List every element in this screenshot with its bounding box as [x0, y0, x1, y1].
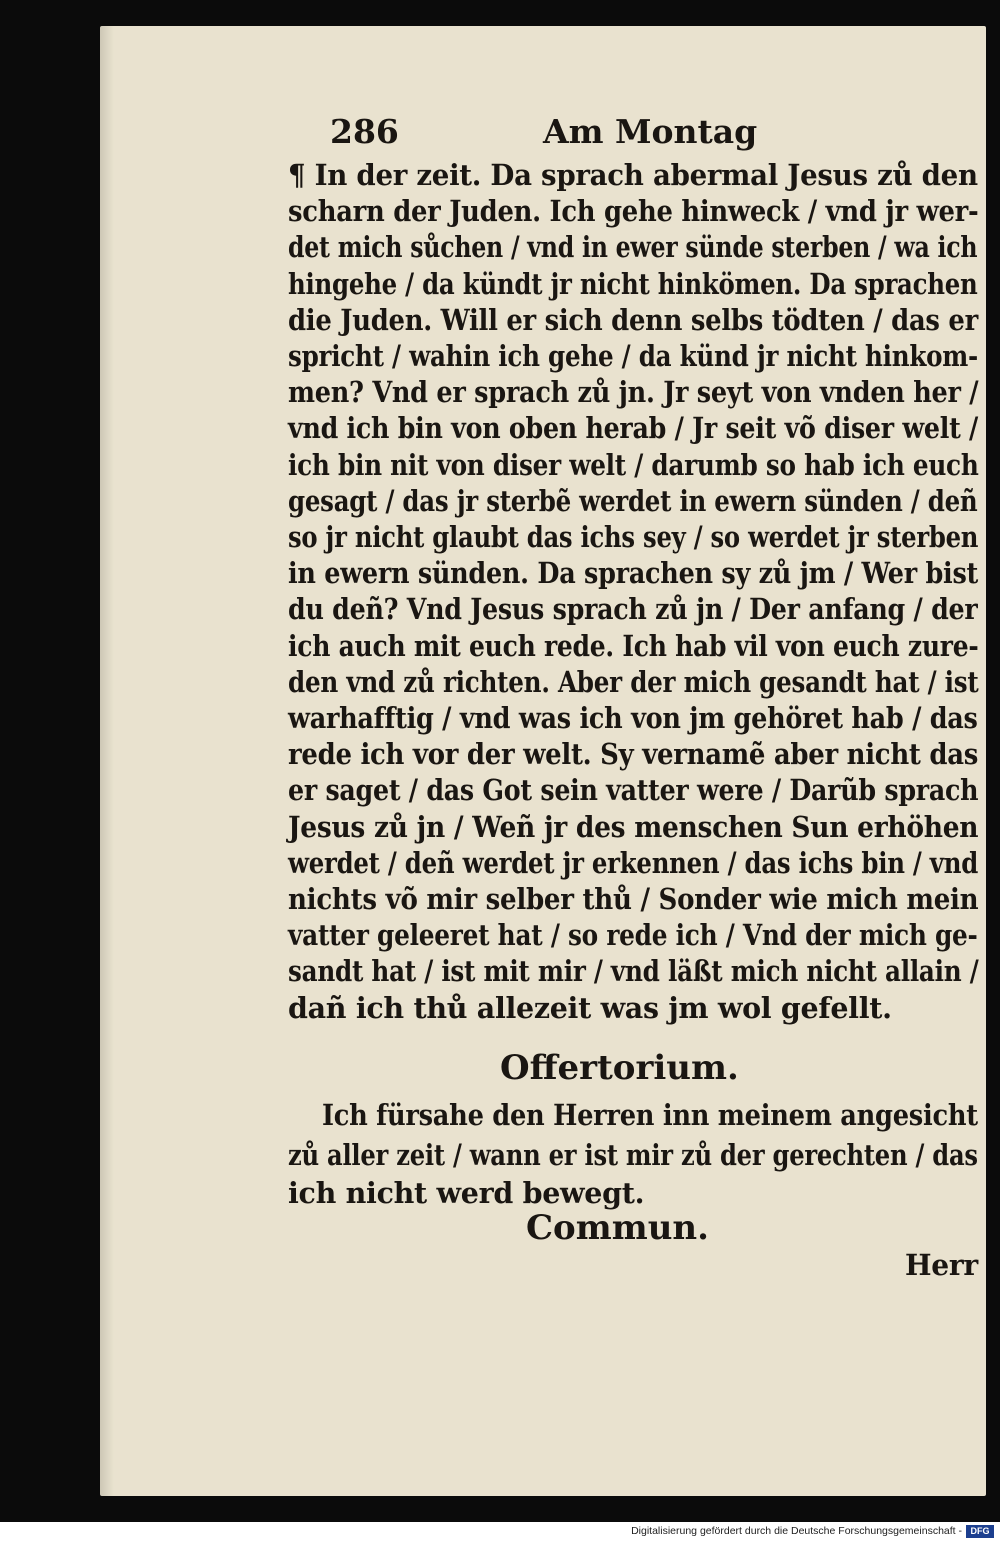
text-line: hingehe / da kündt jr nicht hinkömen. Da sprachen [288, 266, 978, 301]
text-line: warhafftig / vnd was ich von jm gehöret hab / das [288, 701, 978, 735]
offertorium-heading: Offertorium. [500, 1048, 739, 1088]
text-line: zů aller zeit / wann er ist mir zů der gerechten / das [288, 1138, 978, 1172]
text-line: den vnd zů richten. Aber der mich gesandt hat / ist [288, 664, 979, 699]
text-line: vnd ich bin von oben herab / Jr seit võ diser welt / [288, 411, 979, 446]
text-line: rede ich vor der welt. Sy vernamẽ aber nicht das [288, 737, 979, 772]
text-line: spricht / wahin ich gehe / da künd jr nicht hinkom- [288, 339, 978, 373]
text-line: det mich sůchen / vnd in ewer sünde sterben / wa ich [288, 230, 978, 265]
text-line: in ewern sünden. Da sprachen sy zů jm / Wer bist [288, 556, 979, 591]
text-line: gesagt / das jr sterbẽ werdet in ewern sünden / deñ [288, 483, 978, 518]
page-edge-shadow [100, 26, 114, 1496]
page-number: 286 [330, 112, 399, 151]
text-line: du deñ? Vnd Jesus sprach zů jn / Der anfang / der [288, 592, 978, 627]
footer-bar [0, 1522, 1000, 1542]
text-line: sandt hat / ist mit mir / vnd läßt mich nicht allain / [288, 954, 979, 989]
communio-heading: Commun. [526, 1208, 709, 1248]
running-title: Am Montag [543, 112, 758, 151]
text-line: so jr nicht glaubt das ichs sey / so werdet jr sterben [288, 520, 979, 554]
text-line: ich nicht werd bewegt. [288, 1176, 645, 1210]
text-line: ¶ In der zeit. Da sprach abermal Jesus zů den [288, 158, 978, 192]
dfg-logo: DFG [966, 1525, 994, 1538]
catchword: Herr [905, 1248, 978, 1282]
text-line: Jesus zů jn / Weñ jr des menschen Sun erhöhen [288, 809, 979, 844]
text-line: dañ ich thů allezeit was jm wol gefellt. [288, 990, 892, 1025]
text-line: ich auch mit euch rede. Ich hab vil von euch zure- [288, 628, 979, 663]
text-line: men? Vnd er sprach zů jn. Jr seyt von vnden her / [288, 375, 979, 410]
text-line: ich bin nit von diser welt / darumb so hab ich euch [288, 447, 979, 482]
text-line: die Juden. Will er sich denn selbs tödten / das er [288, 302, 978, 337]
text-line: er saget / das Got sein vatter were / Darũb sprach [288, 773, 979, 808]
text-line: Ich fürsahe den Herren inn meinem angesicht [322, 1098, 978, 1132]
text-line: werdet / deñ werdet jr erkennen / das ichs bin / vnd [288, 845, 979, 880]
funding-credit: Digitalisierung gefördert durch die Deutsche Forschungsgemeinschaft - [631, 1525, 962, 1537]
text-line: nichts võ mir selber thů / Sonder wie mich mein [288, 882, 979, 916]
text-line: scharn der Juden. Ich gehe hinweck / vnd jr wer- [288, 194, 979, 229]
text-line: vatter geleeret hat / so rede ich / Vnd der mich ge- [288, 918, 978, 953]
